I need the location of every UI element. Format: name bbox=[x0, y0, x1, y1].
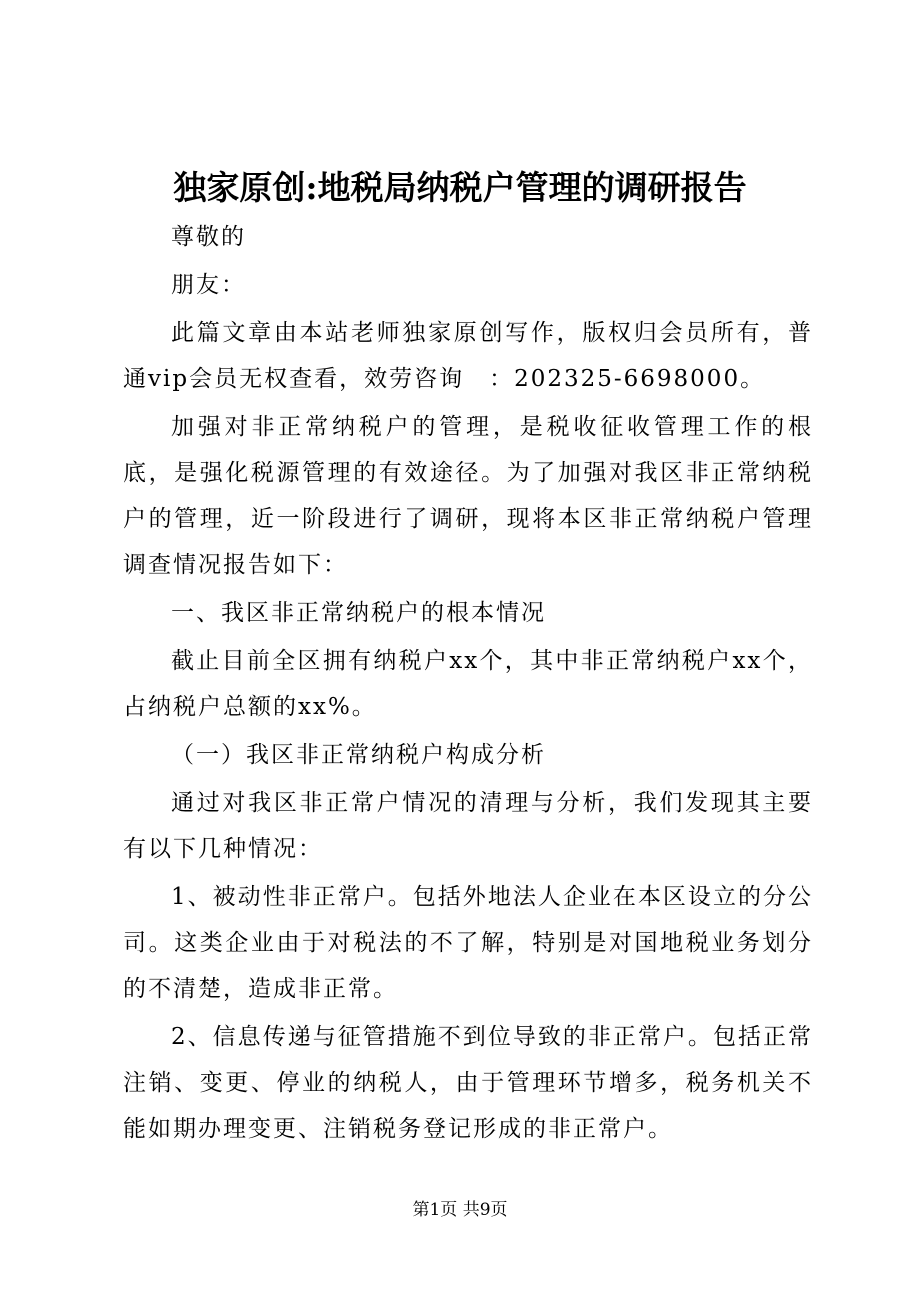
intro-paragraph: 加强对非正常纳税户的管理，是税收征收管理工作的根底，是强化税源管理的有效途径。为了加强对我区非正常纳税户的管理，近一阶段进行了调研，现将本区非正常纳税户管理调查情况报告如下： bbox=[123, 414, 813, 578]
analysis-paragraph: 通过对我区非正常户情况的清理与分析，我们发现其主要有以下几种情况： bbox=[123, 790, 813, 862]
section-heading-1: 一、我区非正常纳税户的根本情况 bbox=[171, 600, 546, 626]
document-title: 独家原创:地税局纳税户管理的调研报告 bbox=[173, 168, 747, 207]
case-paragraph-2: 2、信息传递与征管措施不到位导致的非正常户。包括正常注销、变更、停业的纳税人，由于管理环节增多，税务机关不能如期办理变更、注销税务登记形成的非正常户。 bbox=[123, 1024, 813, 1142]
document-body bbox=[123, 214, 813, 1154]
case-paragraph-1: 1、被动性非正常户。包括外地法人企业在本区设立的分公司。这类企业由于对税法的不了解，特别是对国地税业务划分的不清楚，造成非正常。 bbox=[123, 884, 813, 1002]
copyright-notice: 此篇文章由本站老师独家原创写作，版权归会员所有，普通vip会员无权查看，效劳咨询 ：202325-6698000。 bbox=[123, 320, 813, 392]
salutation-line-1: 尊敬的 bbox=[171, 224, 246, 250]
page-footer bbox=[0, 1198, 920, 1222]
subsection-heading-1: （一）我区非正常纳税户构成分析 bbox=[171, 742, 546, 768]
page-number: 第1页 共9页 bbox=[412, 1200, 508, 1220]
salutation-line-2: 朋友： bbox=[171, 272, 246, 298]
statistics-paragraph: 截止目前全区拥有纳税户xx个，其中非正常纳税户xx个，占纳税户总额的xx%。 bbox=[123, 648, 813, 720]
